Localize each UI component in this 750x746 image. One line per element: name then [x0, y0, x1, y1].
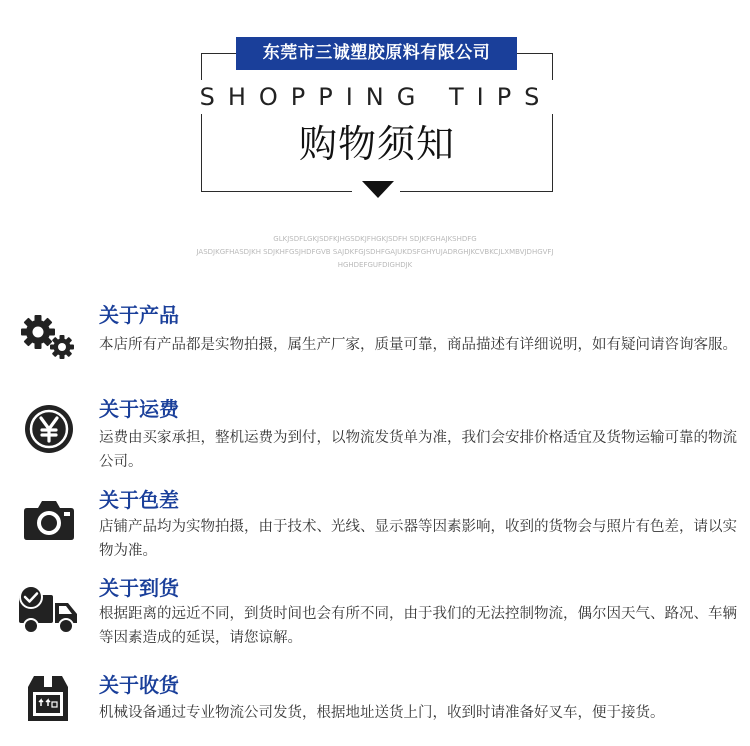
section-title-shipping: 关于运费: [99, 397, 179, 421]
section-title-receiving: 关于收货: [99, 673, 179, 697]
section-desc-receiving: 机械设备通过专业物流公司发货，根据地址送货上门，收到时请准备好叉车，便于接货。: [99, 705, 665, 721]
section-title-arrival: 关于到货: [99, 576, 179, 600]
shopping-tips-heading: SHOPPING TIPS: [199, 83, 553, 111]
company-name-badge: 东莞市三诚塑胶原料有限公司: [236, 37, 517, 70]
gears-icon: [18, 312, 78, 362]
decorative-text-line: JASDJKGFHASDJKH SDJKHFGSJHDFGVB SAJDKFGJSDHFGAJUKDSFGHYUJADRGHJKCVBKCJLXMBVJDHGVFJ: [196, 248, 554, 256]
yen-coin-icon: [24, 404, 74, 454]
section-desc-color: 店铺产品均为实物拍摄，由于技术、光线、显示器等因素影响，收到的货物会与照片有色差，请以实物为准。: [99, 519, 737, 559]
section-title-color: 关于色差: [99, 488, 179, 512]
package-box-icon: [24, 673, 72, 723]
section-desc-shipping: 运费由买家承担，整机运费为到付，以物流发货单为准，我们会安排价格适宜及货物运输可靠的物流公司。: [99, 430, 737, 470]
delivery-truck-icon: [18, 585, 80, 635]
decorative-text-line: HGHDEFGUFDIGHDJK: [337, 261, 413, 269]
section-desc-arrival: 根据距离的远近不同，到货时间也会有所不同，由于我们的无法控制物流，偶尔因天气、路况、车辆等因素造成的延误，请您谅解。: [99, 606, 737, 646]
section-title-product: 关于产品: [99, 303, 179, 327]
decorative-text-line: GLKJSDFLGKJSDFKJHGSDKJFHGKJSDFH SDJKFGHAJKSHDFG: [273, 235, 477, 243]
arrow-down-icon: [362, 181, 394, 198]
camera-icon: [23, 499, 75, 541]
section-desc-product: 本店所有产品都是实物拍摄，属生产厂家，质量可靠，商品描述有详细说明，如有疑问请咨询客服。: [99, 337, 737, 353]
page-title: 购物须知: [298, 122, 455, 166]
